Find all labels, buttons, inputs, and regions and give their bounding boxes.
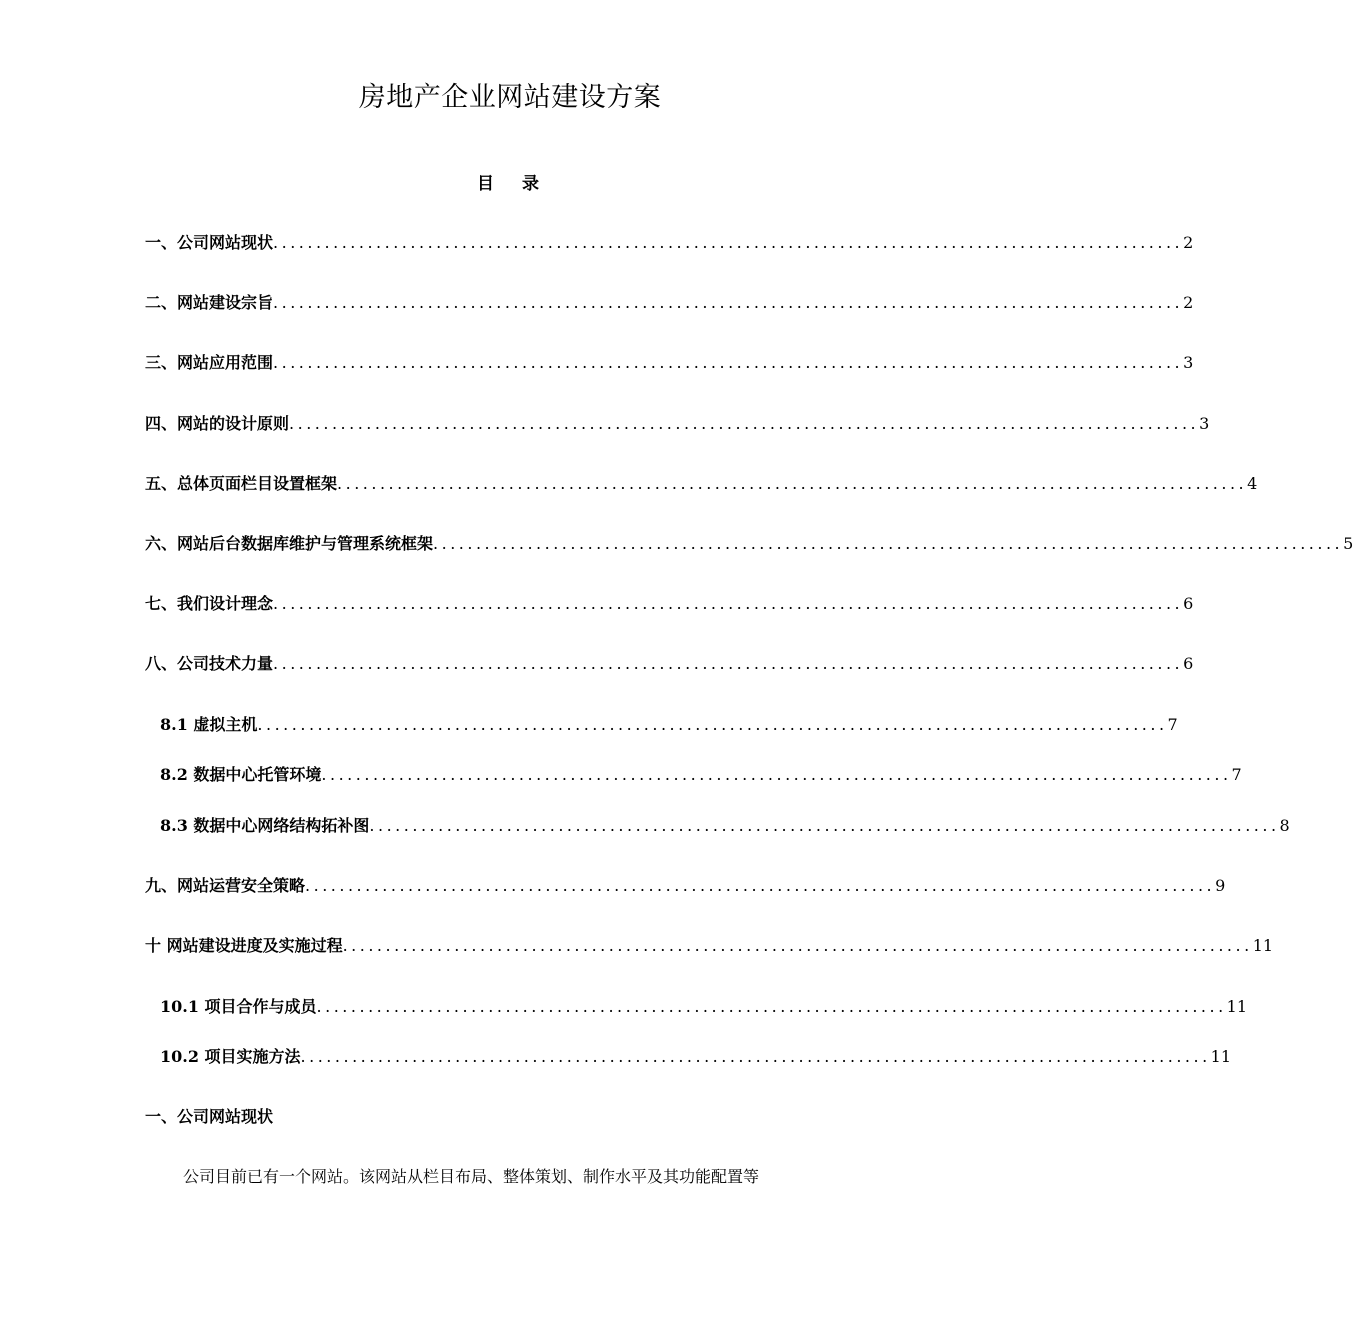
- toc-entry-page: 9: [1215, 876, 1226, 895]
- toc-leader-dots: ..........................................................................................................: [273, 594, 1184, 613]
- body-paragraph: 公司目前已有一个网站。该网站从栏目布局、整体策划、制作水平及其功能配置等: [183, 1167, 760, 1186]
- toc-subentry[interactable]: [160, 713, 1178, 737]
- toc-leader-dots: ..........................................................................................................: [273, 353, 1184, 372]
- toc-heading: 目 录: [477, 174, 545, 194]
- toc-leader-dots: ..........................................................................................................: [300, 1047, 1211, 1066]
- toc-entry-page: 8: [1279, 816, 1290, 835]
- toc-leader-dots: ..........................................................................................................: [369, 816, 1280, 835]
- toc-entry-page: 6: [1183, 594, 1194, 613]
- document-title: 房地产企业网站建设方案: [358, 82, 662, 113]
- toc-entry-label: 六、网站后台数据库维护与管理系统框架: [145, 534, 434, 553]
- toc-leader-dots: ..........................................................................................................: [305, 876, 1216, 895]
- toc-entry-label: 三、网站应用范围: [145, 353, 274, 372]
- toc-entry-page: 11: [1252, 936, 1274, 955]
- toc-leader-dots: ..........................................................................................................: [321, 765, 1232, 784]
- toc-subentry[interactable]: [160, 814, 1290, 838]
- toc-entry-page: 2: [1183, 233, 1194, 252]
- toc-entry-label: 四、网站的设计原则: [145, 414, 290, 433]
- toc-leader-dots: ..........................................................................................................: [316, 997, 1227, 1016]
- section-heading: 一、公司网站现状: [145, 1107, 274, 1126]
- toc-entry-page: 7: [1167, 715, 1178, 734]
- toc-entry-page: 7: [1231, 765, 1242, 784]
- toc-entry[interactable]: [145, 291, 1194, 315]
- toc-entry-page: 11: [1210, 1047, 1232, 1066]
- toc-entry[interactable]: [145, 874, 1226, 898]
- toc-entry-page: 6: [1183, 654, 1194, 673]
- toc-entry[interactable]: [145, 472, 1258, 496]
- toc-entry-label: 七、我们设计理念: [145, 594, 274, 613]
- toc-subentry[interactable]: [160, 995, 1248, 1019]
- toc-entry[interactable]: [145, 412, 1210, 436]
- toc-entry[interactable]: [145, 652, 1194, 676]
- toc-subentry[interactable]: [160, 1045, 1232, 1069]
- toc-entry-label: 一、公司网站现状: [145, 233, 274, 252]
- toc-entry-page: 3: [1199, 414, 1210, 433]
- toc-entry-label: 二、网站建设宗旨: [145, 293, 274, 312]
- toc-entry-page: 3: [1183, 353, 1194, 372]
- toc-leader-dots: ..........................................................................................................: [289, 414, 1200, 433]
- toc-entry[interactable]: [145, 934, 1274, 958]
- toc-entry-label: 八、公司技术力量: [145, 654, 274, 673]
- toc-entry-page: 4: [1247, 474, 1258, 493]
- toc-leader-dots: ..........................................................................................................: [257, 715, 1168, 734]
- toc-entry-page: 5: [1343, 534, 1353, 553]
- toc-entry-label: 10.1 项目合作与成员: [160, 997, 317, 1016]
- toc-entry-label: 8.1 虚拟主机: [160, 715, 258, 734]
- toc-entry[interactable]: [145, 592, 1194, 616]
- toc-entry-label: 十 网站建设进度及实施过程: [145, 936, 343, 955]
- toc-entry-label: 10.2 项目实施方法: [160, 1047, 301, 1066]
- toc-entry[interactable]: [145, 351, 1194, 375]
- toc-entry-label: 8.3 数据中心网络结构拓补图: [160, 816, 370, 835]
- toc-leader-dots: ..........................................................................................................: [337, 474, 1248, 493]
- toc-entry-label: 8.2 数据中心托管环境: [160, 765, 322, 784]
- toc-entry[interactable]: [145, 231, 1194, 255]
- toc-leader-dots: ..........................................................................................................: [342, 936, 1253, 955]
- toc-entry-page: 2: [1183, 293, 1194, 312]
- toc-leader-dots: ..........................................................................................................: [273, 293, 1184, 312]
- toc-leader-dots: ..........................................................................................................: [273, 654, 1184, 673]
- toc-leader-dots: ..........................................................................................................: [433, 534, 1344, 553]
- toc-entry-label: 九、网站运营安全策略: [145, 876, 306, 895]
- toc-entry-page: 11: [1226, 997, 1248, 1016]
- toc-entry-label: 五、总体页面栏目设置框架: [145, 474, 338, 493]
- toc-leader-dots: ..........................................................................................................: [273, 233, 1184, 252]
- toc-entry[interactable]: [145, 532, 1353, 556]
- toc-subentry[interactable]: [160, 763, 1242, 787]
